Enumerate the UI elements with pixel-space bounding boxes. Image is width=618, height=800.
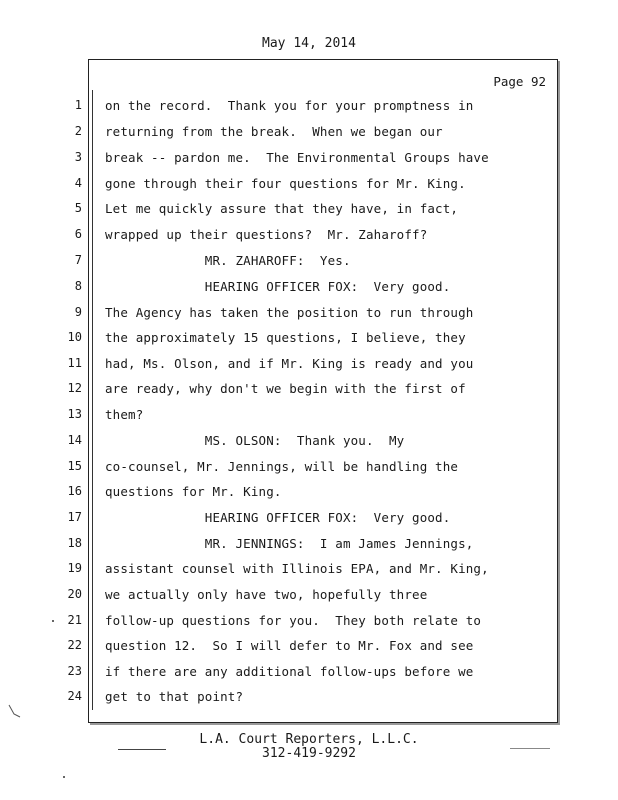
line-text: The Agency has taken the position to run through: [105, 305, 474, 320]
line-number: 12: [67, 381, 82, 395]
line-text: question 12. So I will defer to Mr. Fox and see: [105, 638, 474, 653]
line-number: 16: [67, 484, 82, 498]
line-text: the approximately 15 questions, I believe, they: [105, 330, 466, 345]
line-number: 17: [67, 510, 82, 524]
transcript-line: [0, 279, 618, 305]
line-number: 18: [67, 536, 82, 550]
line-text: break -- pardon me. The Environmental Groups have: [105, 150, 489, 165]
line-number: 20: [67, 587, 82, 601]
transcript-line: [0, 227, 618, 253]
line-text: wrapped up their questions? Mr. Zaharoff?: [105, 227, 428, 242]
line-text: assistant counsel with Illinois EPA, and Mr. King,: [105, 561, 489, 576]
line-text: co-counsel, Mr. Jennings, will be handling the: [105, 459, 459, 474]
page-number: Page 92: [493, 74, 546, 89]
line-text: if there are any additional follow-ups before we: [105, 664, 474, 679]
line-text: had, Ms. Olson, and if Mr. King is ready and you: [105, 356, 474, 371]
line-number: 7: [74, 253, 82, 267]
transcript-line: [0, 433, 618, 459]
transcript-line: [0, 201, 618, 227]
line-number: 6: [74, 227, 82, 241]
transcript-line: [0, 587, 618, 613]
line-text: returning from the break. When we began our: [105, 124, 443, 139]
line-text: we actually only have two, hopefully three: [105, 587, 428, 602]
line-number: 15: [67, 459, 82, 473]
line-number: 23: [67, 664, 82, 678]
line-number: 4: [74, 176, 82, 190]
line-text: MR. ZAHAROFF: Yes.: [105, 253, 351, 268]
line-number: 22: [67, 638, 82, 652]
line-number: 24: [67, 689, 82, 703]
line-number: 13: [67, 407, 82, 421]
transcript-line: [0, 459, 618, 485]
transcript-line: [0, 253, 618, 279]
line-text: MS. OLSON: Thank you. My: [105, 433, 405, 448]
line-text: HEARING OFFICER FOX: Very good.: [105, 510, 451, 525]
transcript-line: [0, 124, 618, 150]
transcript-line: [0, 98, 618, 124]
line-text: MR. JENNINGS: I am James Jennings,: [105, 536, 474, 551]
line-text: follow-up questions for you. They both relate to: [105, 613, 482, 628]
line-text: them?: [105, 407, 144, 422]
line-text: questions for Mr. King.: [105, 484, 282, 499]
line-number: 11: [67, 356, 82, 370]
line-text: HEARING OFFICER FOX: Very good.: [105, 279, 451, 294]
line-number: 14: [67, 433, 82, 447]
line-text: get to that point?: [105, 689, 244, 704]
transcript-line: [0, 150, 618, 176]
line-number: 3: [74, 150, 82, 164]
line-number: 21: [67, 613, 82, 627]
line-text: on the record. Thank you for your promptness in: [105, 98, 474, 113]
line-text: gone through their four questions for Mr. King.: [105, 176, 466, 191]
transcript-line: [0, 638, 618, 664]
scan-mark-icon: [8, 704, 22, 718]
line-number: 19: [67, 561, 82, 575]
transcript-line: [0, 176, 618, 202]
line-number: 5: [74, 201, 82, 215]
transcript-line: [0, 330, 618, 356]
transcript-line: [0, 689, 618, 715]
line-text: Let me quickly assure that they have, in fact,: [105, 201, 459, 216]
transcript-line: [0, 613, 618, 639]
court-reporter-name: L.A. Court Reporters, L.L.C.: [199, 732, 419, 747]
line-number: 2: [74, 124, 82, 138]
transcript-line: [0, 484, 618, 510]
transcript-line: [0, 664, 618, 690]
scan-speck: [63, 776, 65, 778]
line-number: 9: [74, 305, 82, 319]
transcript-date: May 14, 2014: [262, 36, 356, 51]
transcript-line: [0, 407, 618, 433]
transcript-line: [0, 356, 618, 382]
transcript-line: [0, 561, 618, 587]
scan-speck: [52, 620, 54, 622]
line-number: 10: [67, 330, 82, 344]
transcript-line: [0, 510, 618, 536]
transcript-line: [0, 381, 618, 407]
line-text: are ready, why don't we begin with the first of: [105, 381, 466, 396]
transcript-line: [0, 536, 618, 562]
line-number: 1: [74, 98, 82, 112]
court-reporter-phone: 312-419-9292: [262, 746, 356, 761]
transcript-line: [0, 305, 618, 331]
line-number: 8: [74, 279, 82, 293]
